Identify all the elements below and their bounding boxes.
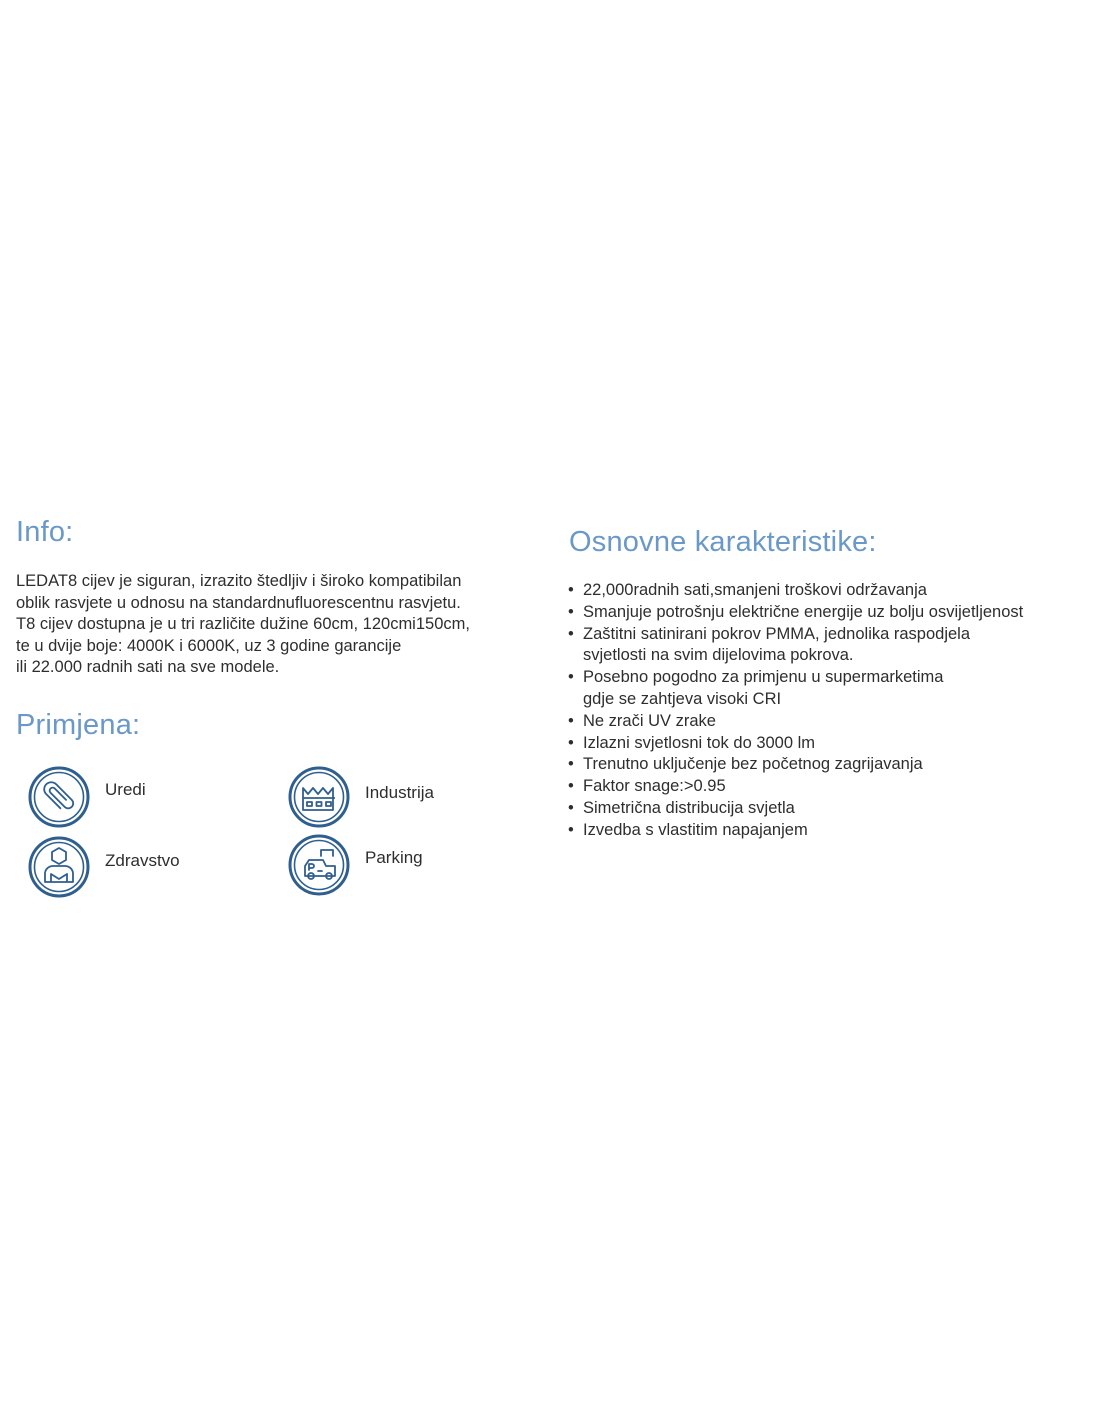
info-line: te u dvije boje: 4000K i 6000K, uz 3 godine garancije	[16, 636, 402, 655]
info-line: LEDAT8 cijev je siguran, izrazito štedljiv i široko kompatibilan	[16, 572, 462, 590]
feature-item	[568, 580, 1088, 602]
feature-text: Faktor snage:>0.95	[583, 777, 726, 796]
info-line: ili 22.000 radnih sati na sve modele.	[16, 658, 280, 677]
feature-item	[568, 602, 1088, 624]
feature-text: Ne zrači UV zrake	[583, 711, 716, 730]
bullet-icon: •	[568, 755, 574, 774]
feature-item	[568, 624, 1088, 668]
feature-text-continued: gdje se zahtjeva visoki CRI	[583, 689, 782, 708]
feature-text: Izvedba s vlastitim napajanjem	[583, 820, 808, 839]
bullet-icon: •	[568, 711, 574, 730]
bullet-icon: •	[568, 624, 574, 643]
info-paragraph	[16, 571, 536, 679]
feature-text: Simetrična distribucija svjetla	[583, 798, 795, 817]
feature-item	[568, 798, 1088, 820]
feature-item	[568, 667, 1088, 711]
feature-item	[568, 776, 1088, 798]
application-label: Uredi	[105, 780, 146, 799]
application-label: Industrija	[365, 783, 434, 802]
feature-item	[568, 733, 1088, 755]
feature-text-continued: svjetlosti na svim dijelovima pokrova.	[583, 646, 854, 665]
bullet-icon: •	[568, 733, 574, 752]
bullet-icon: •	[568, 602, 574, 621]
bullet-icon: •	[568, 581, 574, 599]
bullet-icon: •	[568, 820, 574, 839]
features-list	[568, 580, 1088, 842]
feature-text: Trenutno uključenje bez početnog zagrijavanja	[583, 755, 923, 774]
feature-text: Smanjuje potrošnju električne energije uz bolju osvijetljenost	[583, 602, 1024, 621]
bullet-icon: •	[568, 798, 574, 817]
primjena-heading: Primjena:	[16, 709, 141, 741]
paperclip-icon	[28, 766, 90, 828]
osnovne-karakteristike-heading: Osnovne karakteristike:	[569, 526, 877, 558]
info-line: oblik rasvjete u odnosu na standardnufluorescentnu rasvjetu.	[16, 593, 461, 612]
info-line: T8 cijev dostupna je u tri različite dužine 60cm, 120cmi150cm,	[16, 615, 470, 634]
feature-text: 22,000radnih sati,smanjeni troškovi održavanja	[583, 581, 927, 599]
bullet-icon: •	[568, 777, 574, 796]
feature-text: Zaštitni satinirani pokrov PMMA, jednolika raspodjela	[583, 624, 971, 643]
feature-text: Posebno pogodno za primjenu u supermarketima	[583, 668, 944, 687]
feature-item	[568, 711, 1088, 733]
application-label: Parking	[365, 848, 423, 867]
feature-text: Izlazni svjetlosni tok do 3000 lm	[583, 733, 816, 752]
feature-item	[568, 820, 1088, 842]
bullet-icon: •	[568, 668, 574, 687]
info-heading: Info:	[16, 516, 74, 548]
doctor-icon	[28, 836, 90, 898]
factory-icon	[288, 766, 350, 828]
feature-item	[568, 754, 1088, 776]
parking-icon	[288, 834, 350, 896]
application-label: Zdravstvo	[105, 851, 180, 870]
